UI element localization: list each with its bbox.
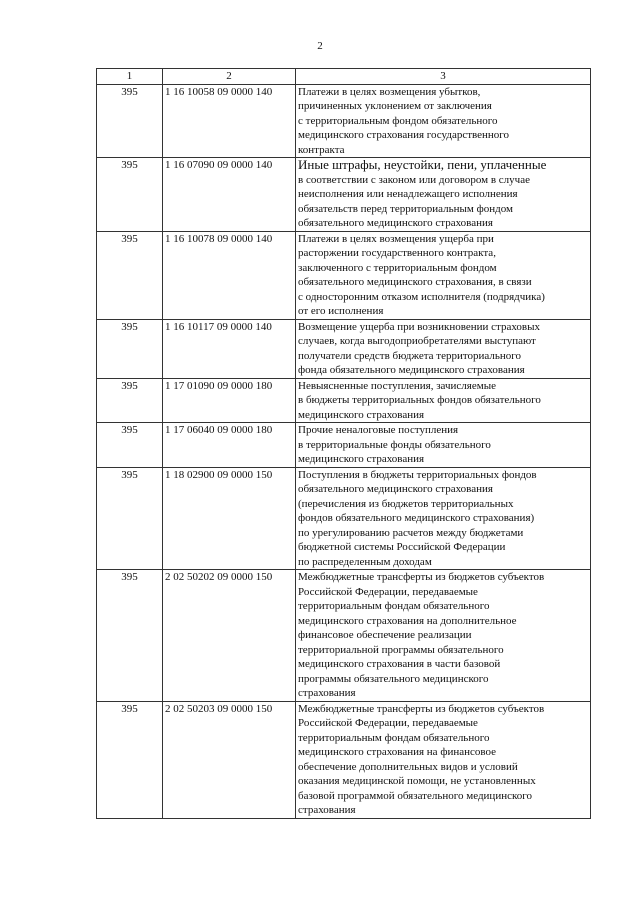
admin-code-cell: 395 bbox=[97, 378, 163, 423]
revenue-name-line: обязательного медицинского страхования bbox=[298, 483, 493, 495]
admin-code-cell: 395 bbox=[97, 570, 163, 702]
revenue-name-line: в бюджеты территориальных фондов обязательного bbox=[298, 394, 541, 406]
budget-code-cell: 1 16 10058 09 0000 140 bbox=[163, 84, 296, 158]
revenue-name-line: базовой программой обязательного медицинского bbox=[298, 789, 532, 802]
table-row bbox=[97, 701, 591, 818]
admin-code-cell: 395 bbox=[97, 423, 163, 468]
table-header-row bbox=[97, 69, 591, 85]
admin-code-cell: 395 bbox=[97, 701, 163, 818]
revenue-name-line: Иные штрафы, неустойки, пени, уплаченные bbox=[298, 157, 547, 172]
revenue-name-line: оказания медицинской помощи, не установленных bbox=[298, 775, 536, 787]
revenue-name-line: программы обязательного медицинского bbox=[298, 672, 489, 685]
revenue-name-line: медицинского страхования bbox=[298, 453, 425, 465]
revenue-name-line: фондов обязательного медицинского страхования) bbox=[298, 512, 535, 524]
table-row bbox=[97, 423, 591, 468]
table-row bbox=[97, 231, 591, 319]
column-header-1: 1 bbox=[97, 69, 163, 85]
revenue-name-line: обязательного медицинского страхования bbox=[298, 217, 493, 229]
revenue-name-line: с односторонним отказом исполнителя (подрядчика) bbox=[298, 290, 545, 303]
revenue-name-line: Межбюджетные трансферты из бюджетов субъектов bbox=[298, 702, 545, 715]
revenue-name-cell bbox=[296, 378, 591, 423]
revenue-name-line: медицинского страхования на финансовое bbox=[298, 746, 497, 758]
revenue-name-line: заключенного с территориальным фондом bbox=[298, 261, 497, 274]
revenue-name-cell bbox=[296, 319, 591, 378]
revenue-name-cell bbox=[296, 570, 591, 702]
admin-code-cell: 395 bbox=[97, 231, 163, 319]
admin-code-cell: 395 bbox=[97, 467, 163, 570]
revenue-name-cell bbox=[296, 467, 591, 570]
table-row bbox=[97, 84, 591, 158]
revenue-name-line: Платежи в целях возмещения убытков, bbox=[298, 85, 481, 98]
revenue-name-line: неисполнения или ненадлежащего исполнения bbox=[298, 188, 518, 200]
revenue-name-line: Российской Федерации, передаваемые bbox=[298, 585, 478, 598]
revenue-name-line: страхования bbox=[298, 804, 356, 816]
revenue-name-line: территориальным фондам обязательного bbox=[298, 731, 490, 744]
column-header-3: 3 bbox=[296, 69, 591, 85]
revenue-name-line: территориальным фондам обязательного bbox=[298, 600, 490, 612]
revenue-name-line: Российской Федерации, передаваемые bbox=[298, 717, 478, 729]
revenue-name-cell bbox=[296, 84, 591, 158]
budget-code-cell: 1 16 10078 09 0000 140 bbox=[163, 231, 296, 319]
budget-code-cell: 1 17 06040 09 0000 180 bbox=[163, 423, 296, 468]
revenue-name-line: Платежи в целях возмещения ущерба при bbox=[298, 232, 494, 245]
revenue-name-line: по распределенным доходам bbox=[298, 555, 432, 568]
revenue-name-line: медицинского страхования государственного bbox=[298, 129, 510, 141]
revenue-name-cell bbox=[296, 158, 591, 232]
revenue-name-line: получатели средств бюджета территориального bbox=[298, 349, 522, 362]
revenue-name-cell bbox=[296, 423, 591, 468]
column-header-2: 2 bbox=[163, 69, 296, 85]
table-body bbox=[97, 84, 591, 818]
revenue-name-line: медицинского страхования bbox=[298, 408, 425, 421]
table-row bbox=[97, 158, 591, 232]
budget-code-cell: 1 17 01090 09 0000 180 bbox=[163, 378, 296, 423]
budget-code-cell: 1 16 07090 09 0000 140 bbox=[163, 158, 296, 232]
budget-code-cell: 1 16 10117 09 0000 140 bbox=[163, 319, 296, 378]
table-row bbox=[97, 319, 591, 378]
table-row bbox=[97, 570, 591, 702]
revenue-name-line: с территориальным фондом обязательного bbox=[298, 114, 498, 127]
revenue-name-line: обязательного медицинского страхования, в связи bbox=[298, 276, 532, 288]
revenue-name-line: в соответствии с законом или договором в случае bbox=[298, 173, 530, 186]
admin-code-cell: 395 bbox=[97, 84, 163, 158]
page-number: 2 bbox=[317, 40, 323, 52]
revenue-name-line: расторжении государственного контракта, bbox=[298, 247, 496, 259]
revenue-name-line: Невыясненные поступления, зачисляемые bbox=[298, 379, 496, 392]
budget-code-cell: 2 02 50203 09 0000 150 bbox=[163, 701, 296, 818]
revenue-name-line: финансовое обеспечение реализации bbox=[298, 629, 472, 641]
revenue-name-line: (перечисления из бюджетов территориальных bbox=[298, 497, 514, 510]
revenue-name-line: территориальной программы обязательного bbox=[298, 643, 504, 656]
revenue-name-line: случаев, когда выгодоприобретателями выступают bbox=[298, 335, 536, 347]
revenue-name-line: Поступления в бюджеты территориальных фондов bbox=[298, 468, 537, 481]
table-row bbox=[97, 378, 591, 423]
revenue-name-line: медицинского страхования в части базовой bbox=[298, 658, 501, 670]
revenue-name-cell bbox=[296, 701, 591, 818]
revenue-name-line: обеспечение дополнительных видов и условий bbox=[298, 760, 518, 773]
budget-classification-table bbox=[96, 68, 591, 819]
revenue-name-line: фонда обязательного медицинского страхования bbox=[298, 364, 525, 376]
revenue-name-line: Межбюджетные трансферты из бюджетов субъектов bbox=[298, 571, 545, 583]
revenue-name-line: бюджетной системы Российской Федерации bbox=[298, 541, 506, 553]
revenue-name-line: по урегулированию расчетов между бюджетами bbox=[298, 526, 524, 539]
revenue-name-line: медицинского страхования на дополнительное bbox=[298, 614, 517, 627]
revenue-name-line: от его исполнения bbox=[298, 305, 384, 317]
revenue-name-line: Возмещение ущерба при возникновении страховых bbox=[298, 320, 540, 333]
table-row bbox=[97, 467, 591, 570]
budget-code-cell: 1 18 02900 09 0000 150 bbox=[163, 467, 296, 570]
admin-code-cell: 395 bbox=[97, 158, 163, 232]
admin-code-cell: 395 bbox=[97, 319, 163, 378]
revenue-name-line: страхования bbox=[298, 687, 356, 699]
budget-code-cell: 2 02 50202 09 0000 150 bbox=[163, 570, 296, 702]
revenue-name-line: в территориальные фонды обязательного bbox=[298, 438, 491, 451]
revenue-name-line: Прочие неналоговые поступления bbox=[298, 424, 459, 436]
revenue-name-cell bbox=[296, 231, 591, 319]
revenue-name-line: причиненных уклонением от заключения bbox=[298, 100, 492, 112]
revenue-name-line: контракта bbox=[298, 143, 345, 156]
revenue-name-line: обязательств перед территориальным фондом bbox=[298, 202, 513, 215]
